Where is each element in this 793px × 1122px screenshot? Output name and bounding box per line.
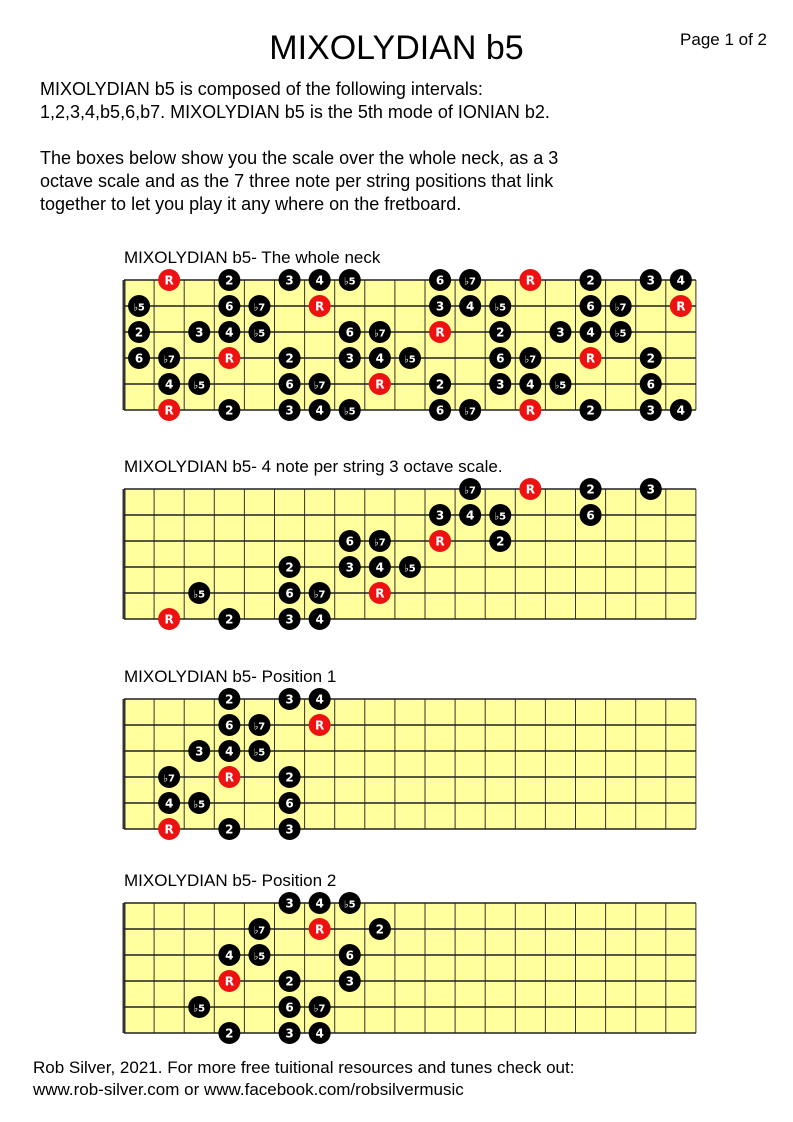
scale-note-marker — [640, 399, 662, 421]
note-label: ♭7 — [163, 773, 175, 785]
note-label: 4 — [315, 1026, 324, 1041]
diagram-title-position-1: MIXOLYDIAN b5- Position 1 — [124, 667, 337, 686]
scale-note-marker — [459, 504, 481, 526]
note-label: ♭5 — [404, 563, 416, 575]
note-label: 2 — [496, 325, 505, 340]
note-label: 3 — [646, 403, 655, 418]
fretboard-position-1 — [0, 687, 793, 847]
scale-note-marker — [218, 818, 240, 840]
note-label: 4 — [225, 948, 234, 963]
note-label: ♭5 — [343, 406, 356, 418]
note-label: 6 — [285, 1000, 294, 1015]
scale-note-marker — [248, 918, 270, 940]
scale-note-marker — [158, 792, 180, 814]
root-note-marker — [429, 530, 451, 552]
scale-note-marker — [339, 399, 361, 421]
scale-note-marker — [279, 347, 301, 369]
scale-note-marker — [279, 556, 301, 578]
footer-line-1: Rob Silver, 2021. For more free tuitional resources and tunes check out: — [33, 1058, 575, 1077]
note-label: R — [525, 403, 535, 418]
note-label: 2 — [285, 351, 294, 366]
note-label: ♭5 — [193, 589, 206, 601]
note-label: 4 — [676, 403, 686, 418]
scale-note-marker — [339, 944, 361, 966]
scale-note-marker — [429, 269, 451, 291]
scale-note-marker — [429, 399, 451, 421]
scale-note-marker — [279, 970, 301, 992]
note-label: 2 — [586, 482, 595, 497]
note-label: ♭5 — [404, 354, 416, 366]
diagram-title-3-octave: MIXOLYDIAN b5- 4 note per string 3 octave scale. — [124, 457, 503, 476]
note-label: ♭5 — [193, 380, 206, 392]
scale-note-marker — [459, 269, 481, 291]
root-note-marker — [429, 321, 451, 343]
note-label: 2 — [225, 692, 234, 707]
fretboard-background — [124, 903, 696, 1033]
scale-note-marker — [128, 321, 150, 343]
scale-note-marker — [670, 399, 692, 421]
scale-note-marker — [489, 373, 511, 395]
note-label: R — [525, 482, 535, 497]
scale-note-marker — [459, 478, 481, 500]
scale-note-marker — [580, 321, 602, 343]
note-label: 3 — [435, 508, 445, 523]
note-label: 2 — [285, 974, 294, 989]
scale-note-marker — [580, 295, 602, 317]
scale-note-marker — [279, 688, 301, 710]
note-label: 2 — [496, 534, 505, 549]
scale-note-marker — [580, 504, 602, 526]
note-label: ♭5 — [133, 302, 145, 314]
scale-note-marker — [128, 295, 150, 317]
note-label: R — [224, 770, 234, 785]
note-label: 6 — [225, 718, 234, 733]
scale-note-marker — [489, 504, 511, 526]
note-label: R — [315, 922, 325, 937]
note-label: 6 — [435, 403, 445, 418]
note-label: 4 — [526, 377, 535, 392]
scale-note-marker — [670, 269, 692, 291]
scale-note-marker — [309, 608, 331, 630]
scale-note-marker — [610, 321, 632, 343]
note-label: ♭7 — [464, 485, 476, 497]
scale-note-marker — [279, 373, 301, 395]
scale-note-marker — [188, 792, 210, 814]
scale-note-marker — [309, 1022, 331, 1044]
scale-note-marker — [429, 295, 451, 317]
note-label: ♭5 — [494, 302, 507, 314]
scale-note-marker — [218, 740, 240, 762]
note-label: 4 — [465, 299, 475, 314]
note-label: 4 — [586, 325, 595, 340]
note-label: 3 — [195, 325, 204, 340]
scale-note-marker — [218, 1022, 240, 1044]
root-note-marker — [309, 714, 331, 736]
note-label: ♭5 — [193, 799, 206, 811]
note-label: ♭7 — [313, 380, 326, 392]
note-label: ♭5 — [253, 328, 266, 340]
scale-note-marker — [339, 347, 361, 369]
scale-note-marker — [640, 478, 662, 500]
scale-note-marker — [339, 321, 361, 343]
diagram-title-whole-neck: MIXOLYDIAN b5- The whole neck — [124, 248, 381, 267]
intro-line: octave scale and as the 7 three note per string positions that link — [40, 171, 554, 191]
scale-note-marker — [459, 295, 481, 317]
note-label: 2 — [225, 612, 234, 627]
fretboard-background — [124, 699, 696, 829]
note-label: 4 — [315, 896, 324, 911]
scale-note-marker — [489, 347, 511, 369]
note-label: 6 — [496, 351, 505, 366]
note-label: 4 — [225, 744, 234, 759]
note-label: ♭7 — [374, 537, 386, 549]
scale-note-marker — [369, 918, 391, 940]
root-note-marker — [580, 347, 602, 369]
note-label: 6 — [646, 377, 655, 392]
note-label: 6 — [435, 273, 445, 288]
note-label: ♭7 — [253, 721, 266, 733]
note-label: R — [375, 586, 385, 601]
fretboard-position-2 — [0, 891, 793, 1051]
note-label: 6 — [345, 534, 354, 549]
note-label: ♭7 — [313, 589, 326, 601]
note-label: ♭7 — [313, 1003, 326, 1015]
note-label: 2 — [134, 325, 144, 340]
note-label: 3 — [646, 273, 655, 288]
scale-note-marker — [188, 373, 210, 395]
scale-note-marker — [218, 321, 240, 343]
note-label: 2 — [225, 273, 234, 288]
scale-note-marker — [369, 321, 391, 343]
note-label: ♭7 — [524, 354, 537, 366]
scale-note-marker — [399, 556, 421, 578]
scale-note-marker — [279, 582, 301, 604]
scale-note-marker — [218, 269, 240, 291]
root-note-marker — [519, 478, 541, 500]
scale-note-marker — [580, 399, 602, 421]
scale-note-marker — [248, 295, 270, 317]
scale-note-marker — [218, 399, 240, 421]
scale-note-marker — [519, 373, 541, 395]
note-label: 4 — [315, 403, 324, 418]
scale-note-marker — [339, 556, 361, 578]
scale-note-marker — [279, 766, 301, 788]
scale-note-marker — [369, 556, 391, 578]
scale-note-marker — [580, 269, 602, 291]
note-label: ♭7 — [163, 354, 175, 366]
note-label: 3 — [285, 612, 294, 627]
note-label: ♭7 — [464, 406, 476, 418]
note-label: 3 — [345, 974, 354, 989]
note-label: R — [525, 273, 535, 288]
note-label: 3 — [195, 744, 204, 759]
note-label: 3 — [285, 273, 294, 288]
scale-note-marker — [640, 269, 662, 291]
intro-line: The boxes below show you the scale over the whole neck, as a 3 — [40, 148, 559, 168]
root-note-marker — [158, 608, 180, 630]
scale-note-marker — [279, 608, 301, 630]
page-number: Page 1 of 2 — [680, 30, 767, 49]
root-note-marker — [519, 399, 541, 421]
scale-note-marker — [369, 347, 391, 369]
root-note-marker — [158, 269, 180, 291]
scale-note-marker — [309, 688, 331, 710]
note-label: 2 — [225, 1026, 234, 1041]
scale-note-marker — [279, 996, 301, 1018]
scale-note-marker — [309, 269, 331, 291]
scale-note-marker — [489, 530, 511, 552]
intro-line: 1,2,3,4,b5,6,b7. MIXOLYDIAN b5 is the 5th mode of IONIAN b2. — [40, 102, 550, 122]
note-label: 6 — [285, 377, 294, 392]
scale-note-marker — [549, 373, 571, 395]
diagram-title-position-2: MIXOLYDIAN b5- Position 2 — [124, 871, 337, 890]
note-label: 4 — [164, 796, 174, 811]
note-label: ♭5 — [253, 951, 266, 963]
note-label: 2 — [285, 560, 294, 575]
note-label: 2 — [285, 770, 294, 785]
note-label: 6 — [134, 351, 144, 366]
root-note-marker — [309, 295, 331, 317]
note-label: ♭7 — [464, 276, 476, 288]
note-label: 2 — [225, 822, 234, 837]
note-label: 4 — [676, 273, 686, 288]
root-note-marker — [218, 766, 240, 788]
scale-note-marker — [279, 269, 301, 291]
scale-note-marker — [279, 792, 301, 814]
scale-note-marker — [339, 269, 361, 291]
note-label: ♭5 — [253, 747, 266, 759]
scale-note-marker — [339, 530, 361, 552]
scale-note-marker — [248, 740, 270, 762]
scale-note-marker — [489, 321, 511, 343]
fretboard-background — [124, 280, 696, 410]
note-label: 4 — [375, 560, 385, 575]
note-label: 3 — [556, 325, 565, 340]
root-note-marker — [218, 970, 240, 992]
scale-note-marker — [459, 399, 481, 421]
scale-note-marker — [369, 530, 391, 552]
note-label: 3 — [435, 299, 445, 314]
scale-note-marker — [218, 688, 240, 710]
note-label: 4 — [375, 351, 385, 366]
note-label: 3 — [345, 560, 354, 575]
scale-note-marker — [429, 504, 451, 526]
scale-note-marker — [489, 295, 511, 317]
note-label: 2 — [225, 403, 234, 418]
scale-note-marker — [188, 996, 210, 1018]
scale-note-marker — [429, 373, 451, 395]
note-label: 3 — [285, 822, 294, 837]
note-label: 3 — [285, 692, 294, 707]
root-note-marker — [309, 918, 331, 940]
note-label: ♭7 — [253, 302, 266, 314]
note-label: R — [315, 299, 325, 314]
note-label: 2 — [586, 403, 595, 418]
fretboard-background — [124, 489, 696, 619]
scale-note-marker — [279, 818, 301, 840]
root-note-marker — [369, 373, 391, 395]
scale-note-marker — [128, 347, 150, 369]
note-label: 3 — [285, 896, 294, 911]
note-label: 3 — [646, 482, 655, 497]
scale-note-marker — [339, 892, 361, 914]
note-label: R — [164, 403, 174, 418]
note-label: 4 — [164, 377, 174, 392]
fretboard-whole-neck — [0, 268, 793, 428]
scale-note-marker — [309, 996, 331, 1018]
note-label: 3 — [285, 403, 294, 418]
note-label: 2 — [375, 922, 385, 937]
scale-note-marker — [248, 944, 270, 966]
note-label: 6 — [586, 299, 595, 314]
scale-note-marker — [610, 295, 632, 317]
intro-text — [40, 78, 760, 239]
root-note-marker — [369, 582, 391, 604]
note-label: 6 — [345, 948, 354, 963]
scale-note-marker — [188, 740, 210, 762]
fretboard-3-octave-scale — [0, 477, 793, 637]
note-label: R — [676, 299, 686, 314]
scale-note-marker — [309, 892, 331, 914]
scale-note-marker — [519, 347, 541, 369]
scale-note-marker — [279, 399, 301, 421]
note-label: ♭5 — [554, 380, 567, 392]
note-label: R — [224, 974, 234, 989]
note-label: ♭5 — [494, 511, 507, 523]
scale-note-marker — [279, 892, 301, 914]
intro-paragraph-1 — [40, 78, 760, 124]
note-label: R — [375, 377, 385, 392]
page-title: MIXOLYDIAN b5 — [269, 29, 524, 67]
note-label: R — [435, 534, 445, 549]
footer — [33, 1057, 574, 1101]
note-label: R — [164, 822, 174, 837]
scale-note-marker — [218, 295, 240, 317]
scale-note-marker — [158, 766, 180, 788]
scale-note-marker — [188, 582, 210, 604]
note-label: 6 — [586, 508, 595, 523]
scale-note-marker — [309, 582, 331, 604]
note-label: R — [224, 351, 234, 366]
note-label: ♭5 — [343, 276, 356, 288]
note-label: ♭5 — [193, 1003, 206, 1015]
scale-note-marker — [339, 970, 361, 992]
root-note-marker — [670, 295, 692, 317]
scale-note-marker — [399, 347, 421, 369]
intro-paragraph-2 — [40, 147, 760, 216]
note-label: 6 — [225, 299, 234, 314]
note-label: ♭5 — [614, 328, 627, 340]
scale-note-marker — [640, 373, 662, 395]
intro-line: MIXOLYDIAN b5 is composed of the following intervals: — [40, 79, 483, 99]
scale-note-marker — [309, 373, 331, 395]
root-note-marker — [519, 269, 541, 291]
root-note-marker — [158, 818, 180, 840]
scale-note-marker — [218, 714, 240, 736]
scale-note-marker — [158, 373, 180, 395]
note-label: 6 — [285, 586, 294, 601]
note-label: ♭7 — [614, 302, 627, 314]
note-label: ♭7 — [374, 328, 386, 340]
scale-note-marker — [218, 608, 240, 630]
scale-note-marker — [188, 321, 210, 343]
note-label: 4 — [315, 612, 324, 627]
scale-note-marker — [158, 347, 180, 369]
note-label: 2 — [435, 377, 445, 392]
note-label: 6 — [285, 796, 294, 811]
note-label: 2 — [646, 351, 655, 366]
note-label: ♭7 — [253, 925, 266, 937]
scale-note-marker — [309, 399, 331, 421]
note-label: R — [435, 325, 445, 340]
note-label: R — [164, 273, 174, 288]
scale-note-marker — [248, 714, 270, 736]
scale-note-marker — [580, 478, 602, 500]
scale-note-marker — [218, 944, 240, 966]
note-label: 3 — [285, 1026, 294, 1041]
root-note-marker — [218, 347, 240, 369]
footer-line-2: www.rob-silver.com or www.facebook.com/robsilvermusic — [33, 1080, 464, 1099]
note-label: 4 — [225, 325, 234, 340]
note-label: R — [315, 718, 325, 733]
note-label: 4 — [465, 508, 475, 523]
root-note-marker — [158, 399, 180, 421]
scale-note-marker — [279, 1022, 301, 1044]
note-label: 3 — [496, 377, 505, 392]
scale-note-marker — [549, 321, 571, 343]
note-label: 6 — [345, 325, 354, 340]
note-label: 4 — [315, 273, 324, 288]
note-label: R — [585, 351, 596, 366]
note-label: 4 — [315, 692, 324, 707]
note-label: ♭5 — [343, 899, 356, 911]
note-label: R — [164, 612, 174, 627]
scale-note-marker — [640, 347, 662, 369]
scale-note-marker — [248, 321, 270, 343]
note-label: 3 — [345, 351, 354, 366]
intro-line: together to let you play it any where on the fretboard. — [40, 194, 462, 214]
note-label: 2 — [586, 273, 595, 288]
